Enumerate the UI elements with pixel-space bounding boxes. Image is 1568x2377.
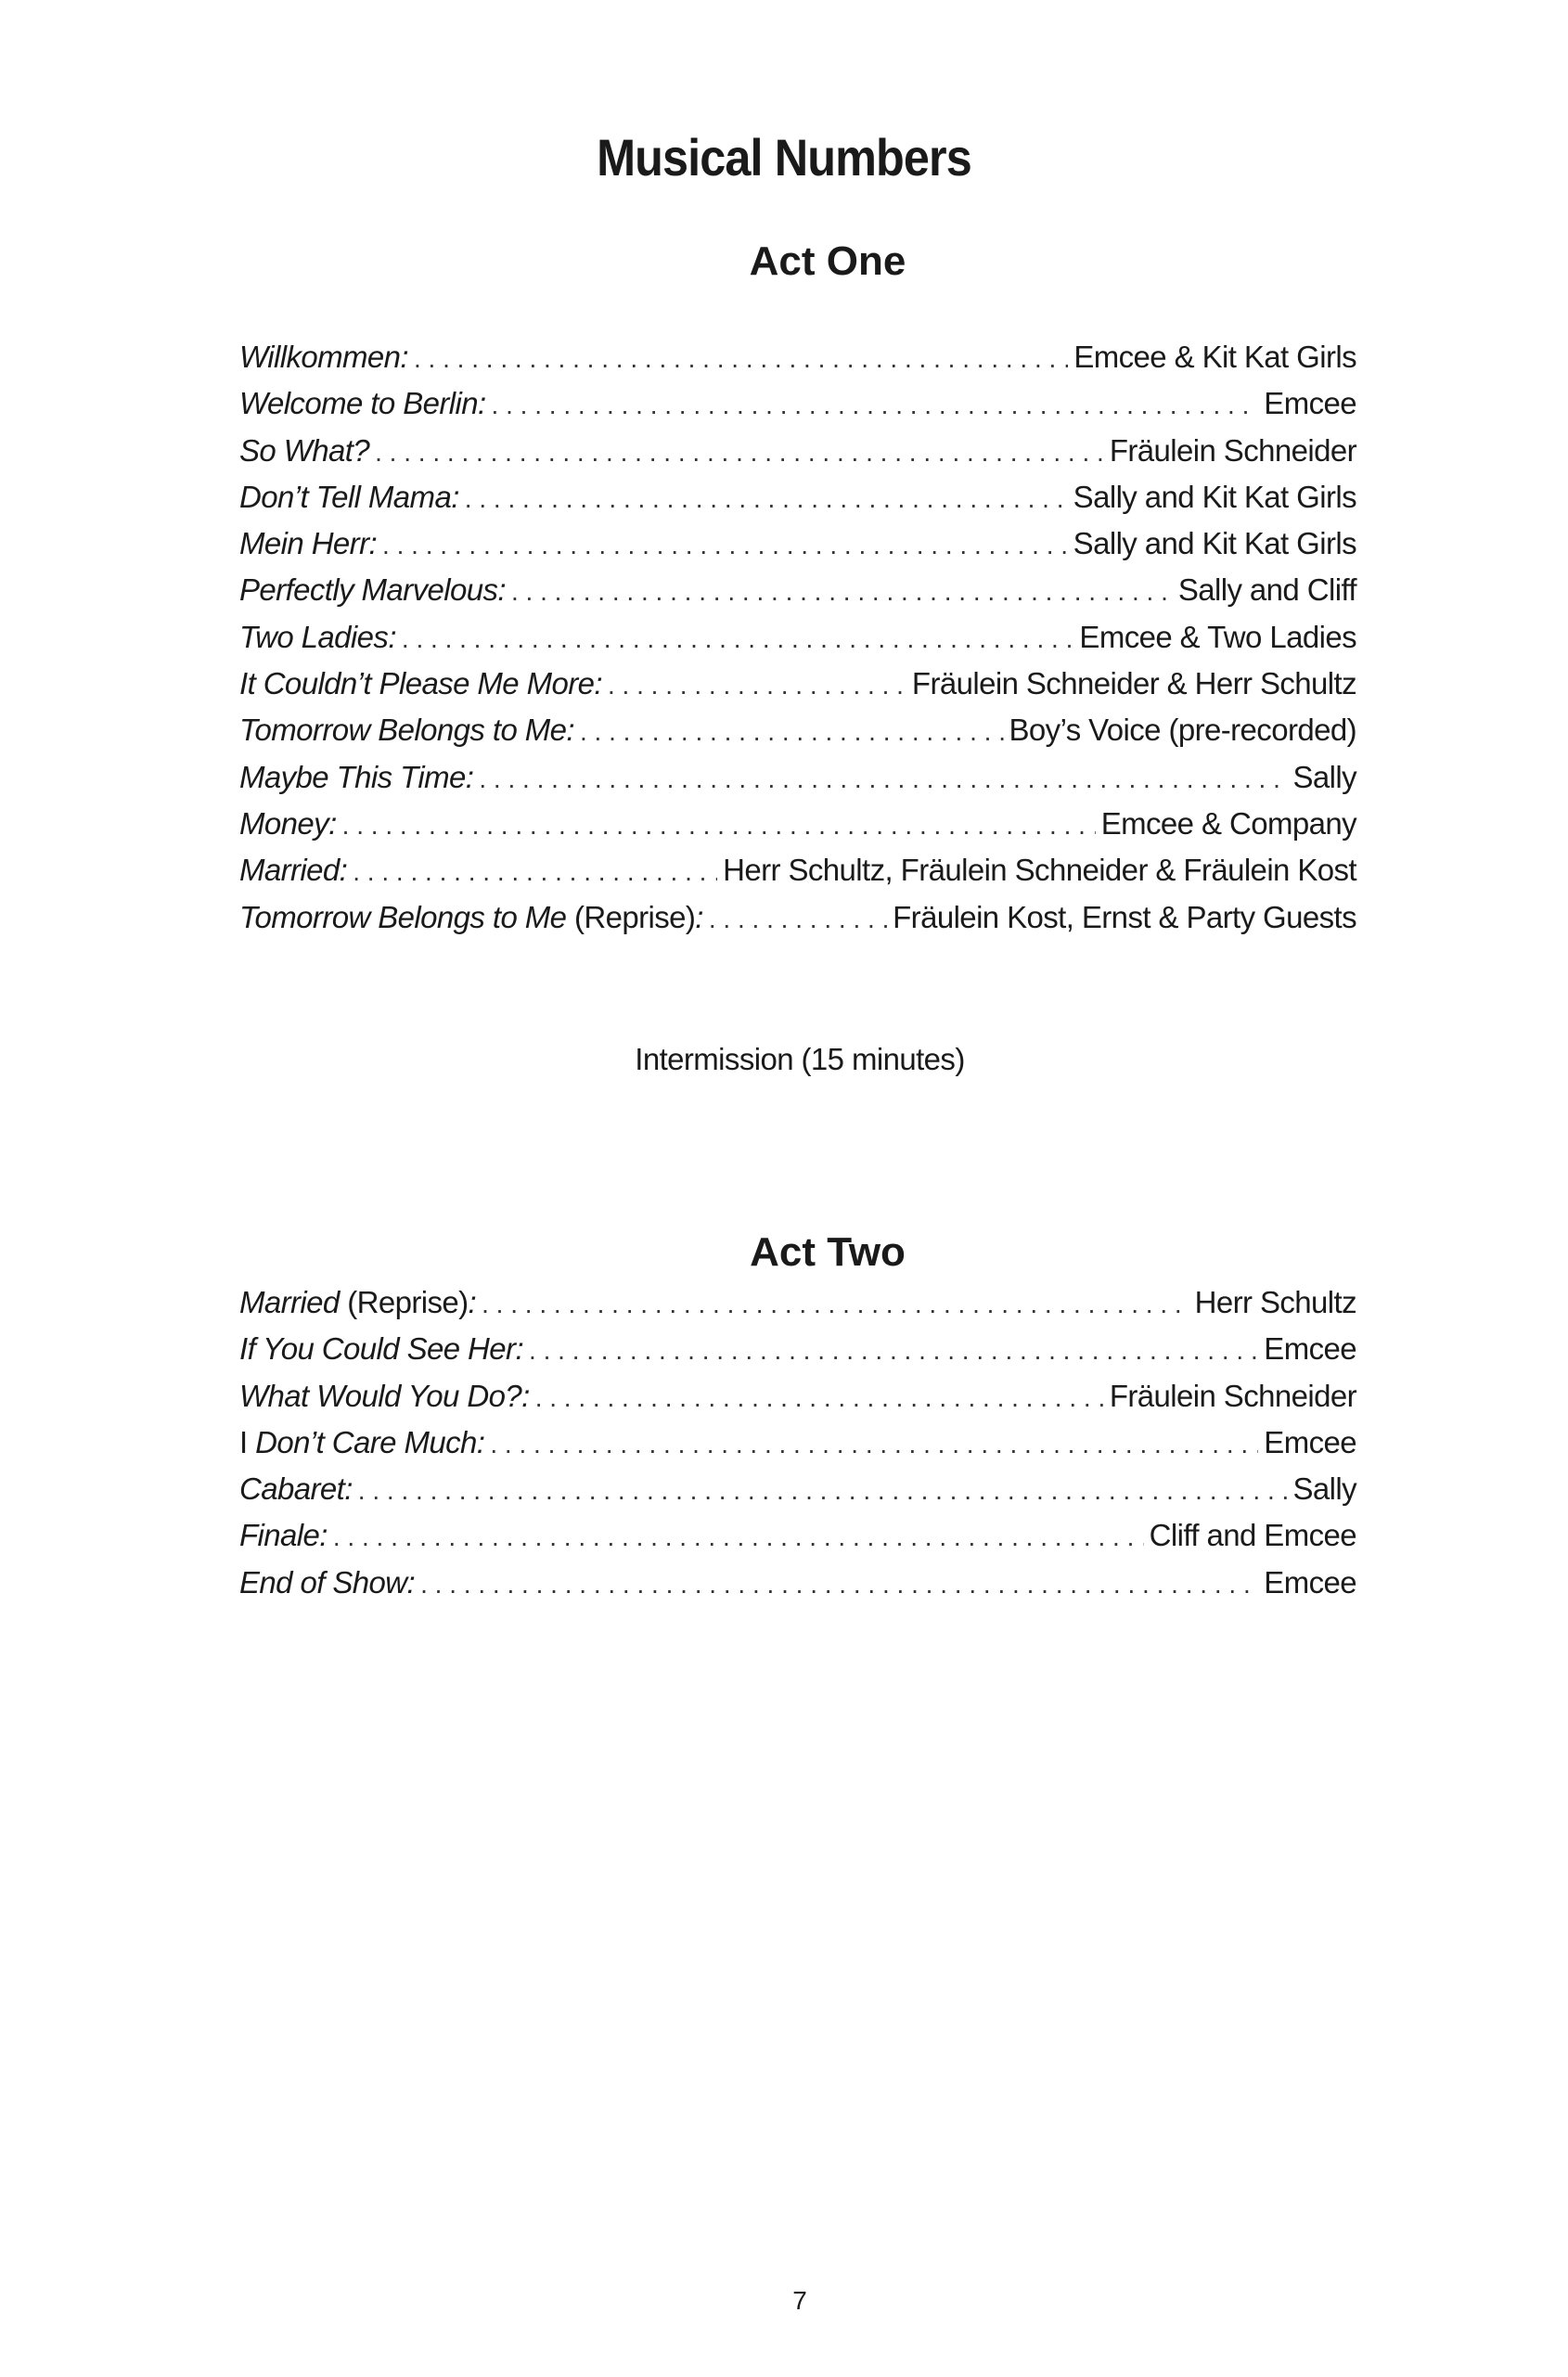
song-name: Finale: bbox=[239, 1518, 328, 1553]
performer: Emcee bbox=[1264, 386, 1356, 421]
performer: Fräulein Kost, Ernst & Party Guests bbox=[893, 899, 1356, 934]
performer: Cliff and Emcee bbox=[1149, 1518, 1356, 1553]
dot-leader bbox=[479, 756, 1287, 803]
song-name: Welcome to Berlin: bbox=[239, 386, 486, 421]
song-name: So What? bbox=[239, 432, 370, 468]
song-name: End of Show: bbox=[239, 1564, 416, 1600]
dot-leader bbox=[353, 849, 717, 895]
dot-leader bbox=[709, 896, 887, 943]
dot-leader bbox=[482, 1281, 1189, 1328]
performer: Emcee bbox=[1264, 1424, 1356, 1459]
dot-leader bbox=[333, 1514, 1144, 1561]
performer: Herr Schultz, Fräulein Schneider & Fräulein Kost bbox=[723, 853, 1356, 888]
act-one-list bbox=[239, 334, 1356, 941]
dot-leader bbox=[420, 1561, 1258, 1608]
dot-leader bbox=[382, 522, 1068, 569]
dot-leader bbox=[535, 1375, 1104, 1421]
song-name: What Would You Do?: bbox=[239, 1378, 530, 1413]
act-two-list bbox=[239, 1279, 1356, 1606]
dot-leader bbox=[608, 662, 906, 709]
list-item bbox=[239, 1373, 1356, 1420]
song-name: I Don’t Care Much: bbox=[239, 1424, 485, 1459]
page-number: 7 bbox=[792, 2286, 807, 2315]
act-two-heading: Act Two bbox=[750, 1229, 906, 1275]
list-item bbox=[239, 428, 1356, 474]
performer: Boy’s Voice (pre-recorded) bbox=[1009, 713, 1356, 748]
page-title: Musical Numbers bbox=[597, 128, 971, 186]
list-item bbox=[239, 754, 1356, 801]
song-name: Don’t Tell Mama: bbox=[239, 479, 459, 514]
song-name: Mein Herr: bbox=[239, 526, 378, 561]
dot-leader bbox=[342, 803, 1096, 849]
performer: Emcee bbox=[1264, 1564, 1356, 1600]
performer: Emcee & Two Ladies bbox=[1079, 619, 1356, 654]
performer: Fräulein Schneider bbox=[1109, 432, 1356, 468]
dot-leader bbox=[511, 569, 1173, 615]
list-item bbox=[239, 847, 1356, 893]
performer: Emcee & Kit Kat Girls bbox=[1073, 340, 1356, 374]
dot-leader bbox=[465, 476, 1068, 522]
list-item bbox=[239, 1279, 1356, 1326]
list-item bbox=[239, 474, 1356, 520]
list-item bbox=[239, 707, 1356, 753]
performer: Sally and Cliff bbox=[1177, 572, 1356, 608]
song-name: If You Could See Her: bbox=[239, 1331, 524, 1367]
song-name: Willkommen: bbox=[239, 340, 408, 374]
intermission-note: Intermission (15 minutes) bbox=[635, 1042, 965, 1076]
list-item bbox=[239, 567, 1356, 613]
list-item bbox=[239, 520, 1356, 567]
performer: Sally and Kit Kat Girls bbox=[1073, 526, 1356, 561]
song-name: Married (Reprise): bbox=[239, 1285, 477, 1319]
performer: Sally bbox=[1292, 1471, 1356, 1507]
song-name: Perfectly Marvelous: bbox=[239, 572, 506, 608]
performer: Fräulein Schneider bbox=[1109, 1378, 1356, 1413]
list-item bbox=[239, 334, 1356, 380]
list-item bbox=[239, 380, 1356, 427]
list-item bbox=[239, 801, 1356, 847]
performer: Herr Schultz bbox=[1194, 1285, 1356, 1319]
list-item bbox=[239, 1512, 1356, 1559]
list-item bbox=[239, 1560, 1356, 1606]
dot-leader bbox=[414, 336, 1068, 382]
performer: Sally bbox=[1292, 759, 1356, 794]
song-name: Married: bbox=[239, 853, 348, 888]
list-item bbox=[239, 1326, 1356, 1372]
performer: Emcee bbox=[1264, 1331, 1356, 1367]
song-name: It Couldn’t Please Me More: bbox=[239, 666, 602, 701]
performer: Fräulein Schneider & Herr Schultz bbox=[911, 666, 1356, 701]
act-one-heading: Act One bbox=[749, 238, 906, 284]
dot-leader bbox=[529, 1328, 1258, 1374]
list-item bbox=[239, 1420, 1356, 1466]
dot-leader bbox=[490, 1421, 1258, 1468]
list-item bbox=[239, 1466, 1356, 1512]
dot-leader bbox=[492, 382, 1259, 429]
performer: Sally and Kit Kat Girls bbox=[1073, 479, 1356, 514]
dot-leader bbox=[580, 709, 1004, 755]
song-name: Two Ladies: bbox=[239, 619, 396, 654]
list-item bbox=[239, 661, 1356, 707]
performer: Emcee & Company bbox=[1100, 805, 1356, 841]
song-name: Maybe This Time: bbox=[239, 759, 474, 794]
dot-leader bbox=[402, 616, 1074, 662]
dot-leader bbox=[358, 1468, 1288, 1514]
song-name: Money: bbox=[239, 805, 337, 841]
song-name: Tomorrow Belongs to Me (Reprise): bbox=[239, 899, 703, 934]
list-item bbox=[239, 894, 1356, 941]
song-name: Cabaret: bbox=[239, 1471, 353, 1507]
list-item bbox=[239, 614, 1356, 661]
dot-leader bbox=[375, 430, 1104, 476]
song-name: Tomorrow Belongs to Me: bbox=[239, 713, 574, 748]
